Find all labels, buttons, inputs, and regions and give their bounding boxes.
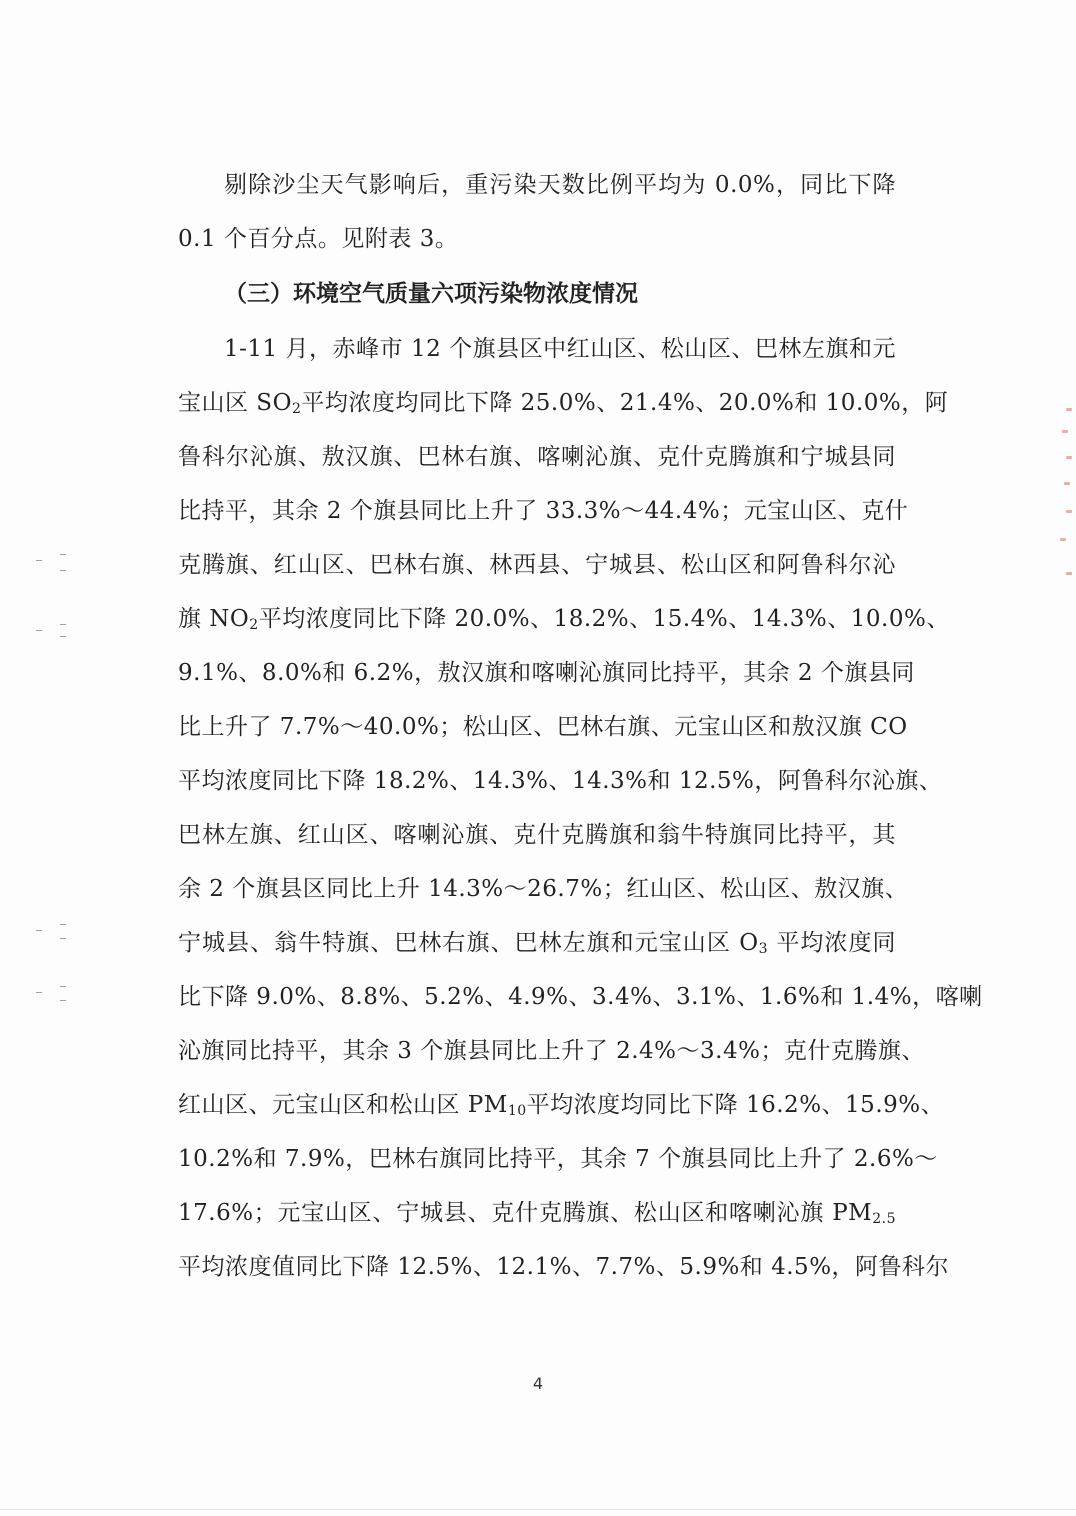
text-line: 巴林左旗、红山区、喀喇沁旗、克什克腾旗和翁牛特旗同比持平，其 xyxy=(178,822,896,848)
text-line: 比下降 9.0%、8.8%、5.2%、4.9%、3.4%、3.1%、1.6%和 1.4%，喀喇 xyxy=(178,984,983,1010)
seal-edge xyxy=(1054,400,1076,590)
text-line xyxy=(178,592,950,646)
binding-tick xyxy=(36,560,42,561)
text-line: 比上升了 7.7%～40.0%；松山区、巴林右旗、元宝山区和敖汉旗 CO xyxy=(178,714,908,740)
text-line: 沁旗同比持平，其余 3 个旗县同比上升了 2.4%～3.4%；克什克腾旗、 xyxy=(178,1038,925,1064)
seal-mark xyxy=(1064,482,1070,485)
text-line xyxy=(178,1078,945,1132)
seal-mark xyxy=(1060,538,1066,541)
subscript: 2 xyxy=(249,617,259,633)
text-span: 平均浓度均同比下降 16.2%、15.9%、 xyxy=(526,1092,945,1118)
binding-tick xyxy=(60,570,66,571)
text-span: 平均浓度同比下降 20.0%、18.2%、15.4%、14.3%、10.0%、 xyxy=(258,606,950,632)
binding-tick xyxy=(36,930,42,931)
text-line: 剔除沙尘天气影响后，重污染天数比例平均为 0.0%，同比下降 xyxy=(224,172,896,198)
binding-tick xyxy=(60,1000,66,1001)
text-line: 平均浓度值同比下降 12.5%、12.1%、7.7%、5.9%和 4.5%，阿鲁科尔 xyxy=(178,1254,950,1280)
text-span: 红山区、元宝山区和松山区 PM xyxy=(178,1092,508,1118)
binding-tick xyxy=(60,938,66,939)
binding-tick xyxy=(60,554,66,555)
text-span: 平均浓度均同比下降 25.0%、21.4%、20.0%和 10.0%，阿 xyxy=(301,390,949,416)
binding-tick xyxy=(60,624,66,625)
text-line: 比持平，其余 2 个旗县同比上升了 33.3%～44.4%；元宝山区、克什 xyxy=(178,498,909,524)
subscript: 2.5 xyxy=(872,1211,896,1227)
text-line: 鲁科尔沁旗、敖汉旗、巴林右旗、喀喇沁旗、克什克腾旗和宁城县同 xyxy=(178,444,896,470)
text-line xyxy=(178,916,896,970)
text-line xyxy=(178,376,949,430)
body-text xyxy=(178,158,983,1294)
binding-tick xyxy=(60,924,66,925)
page-number: 4 xyxy=(532,1374,544,1393)
subscript: 2 xyxy=(291,401,302,417)
subscript: 3 xyxy=(758,941,768,957)
seal-mark xyxy=(1062,430,1068,433)
text-span: 平均浓度同 xyxy=(768,930,896,956)
seal-mark xyxy=(1066,456,1072,459)
text-line: 0.1 个百分点。见附表 3。 xyxy=(178,226,459,252)
binding-tick xyxy=(36,630,42,631)
text-span: 宝山区 SO xyxy=(178,390,292,416)
page-edge-line xyxy=(0,1509,1076,1510)
text-line: 余 2 个旗县区同比上升 14.3%～26.7%；红山区、松山区、敖汉旗、 xyxy=(178,876,909,902)
text-line: 10.2%和 7.9%，巴林右旗同比持平，其余 7 个旗县同比上升了 2.6%～ xyxy=(178,1146,938,1172)
seal-mark xyxy=(1066,510,1072,513)
binding-tick xyxy=(60,636,66,637)
text-line: 1-11 月，赤峰市 12 个旗县区中红山区、松山区、巴林左旗和元 xyxy=(224,336,896,362)
text-line xyxy=(178,1186,896,1240)
subscript: 10 xyxy=(507,1103,527,1119)
text-line: 平均浓度同比下降 18.2%、14.3%、14.3%和 12.5%，阿鲁科尔沁旗、 xyxy=(178,768,943,794)
text-span: 宁城县、翁牛特旗、巴林右旗、巴林左旗和元宝山区 O xyxy=(178,930,759,956)
text-line: 9.1%、8.0%和 6.2%，敖汉旗和喀喇沁旗同比持平，其余 2 个旗县同 xyxy=(178,660,915,686)
seal-mark xyxy=(1066,408,1072,411)
text-line: 克腾旗、红山区、巴林右旗、林西县、宁城县、松山区和阿鲁科尔沁 xyxy=(178,552,896,578)
seal-mark xyxy=(1066,572,1072,575)
binding-tick xyxy=(60,986,66,987)
binding-tick xyxy=(36,992,42,993)
section-heading: （三）环境空气质量六项污染物浓度情况 xyxy=(224,281,638,307)
text-span: 旗 NO xyxy=(178,606,250,632)
text-span: 17.6%；元宝山区、宁城县、克什克腾旗、松山区和喀喇沁旗 PM xyxy=(178,1200,873,1226)
binding-marks xyxy=(32,540,72,1020)
